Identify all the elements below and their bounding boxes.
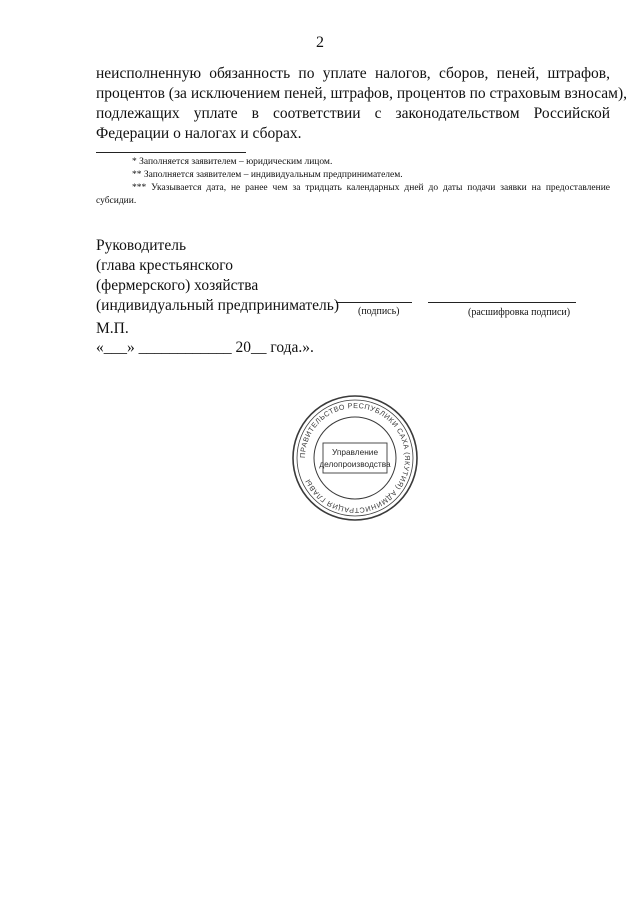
mp-label: М.П. <box>96 320 129 337</box>
signature-line-2: (глава крестьянского <box>96 257 234 274</box>
decoding-underline <box>428 302 576 303</box>
footnote-2: ** Заполняется заявителем – индивидуальным предпринимателем. <box>132 170 403 180</box>
footnote-1: * Заполняется заявителем – юридическим лицом. <box>132 157 333 167</box>
svg-text:ПРАВИТЕЛЬСТВО РЕСПУБЛИКИ САХА <box>298 401 412 515</box>
official-seal-stamp <box>290 393 420 523</box>
signature-line-4: (индивидуальный предприниматель) <box>96 297 340 314</box>
stamp-center-line-2: делопроизводства <box>319 459 391 469</box>
paragraph-line-1: неисполненную обязанность по уплате налогов, сборов, пеней, штрафов, <box>96 65 610 82</box>
signature-line-1: Руководитель <box>96 237 187 254</box>
page-number: 2 <box>316 34 324 51</box>
signature-caption: (подпись) <box>358 306 400 317</box>
paragraph-line-4: Федерации о налогах и сборах. <box>96 125 302 142</box>
body-paragraph <box>96 64 628 144</box>
footnotes <box>96 156 610 208</box>
date-line: «___» ____________ 20__ года.». <box>96 339 314 356</box>
signature-underline <box>336 302 412 303</box>
paragraph-line-3: подлежащих уплате в соответствии с законодательством Российской <box>96 105 610 122</box>
decoding-caption: (расшифровка подписи) <box>468 307 571 318</box>
paragraph-line-2: процентов (за исключением пеней, штрафов, процентов по страховым взносам), <box>96 85 628 102</box>
stamp-center-line-1: Управление <box>331 447 379 457</box>
signature-line-3: (фермерского) хозяйства <box>96 277 259 294</box>
signature-block <box>96 236 339 316</box>
footnote-divider <box>96 152 246 153</box>
footnote-3: *** Указывается дата, не ранее чем за тридцать календарных дней до даты подачи заявки на предоставление субсидии. <box>96 183 610 206</box>
stamp-ring-text: ПРАВИТЕЛЬСТВО РЕСПУБЛИКИ САХА (ЯКУТИЯ) АДМИНИСТРАЦИЯ ГЛАВЫ <box>297 400 413 516</box>
